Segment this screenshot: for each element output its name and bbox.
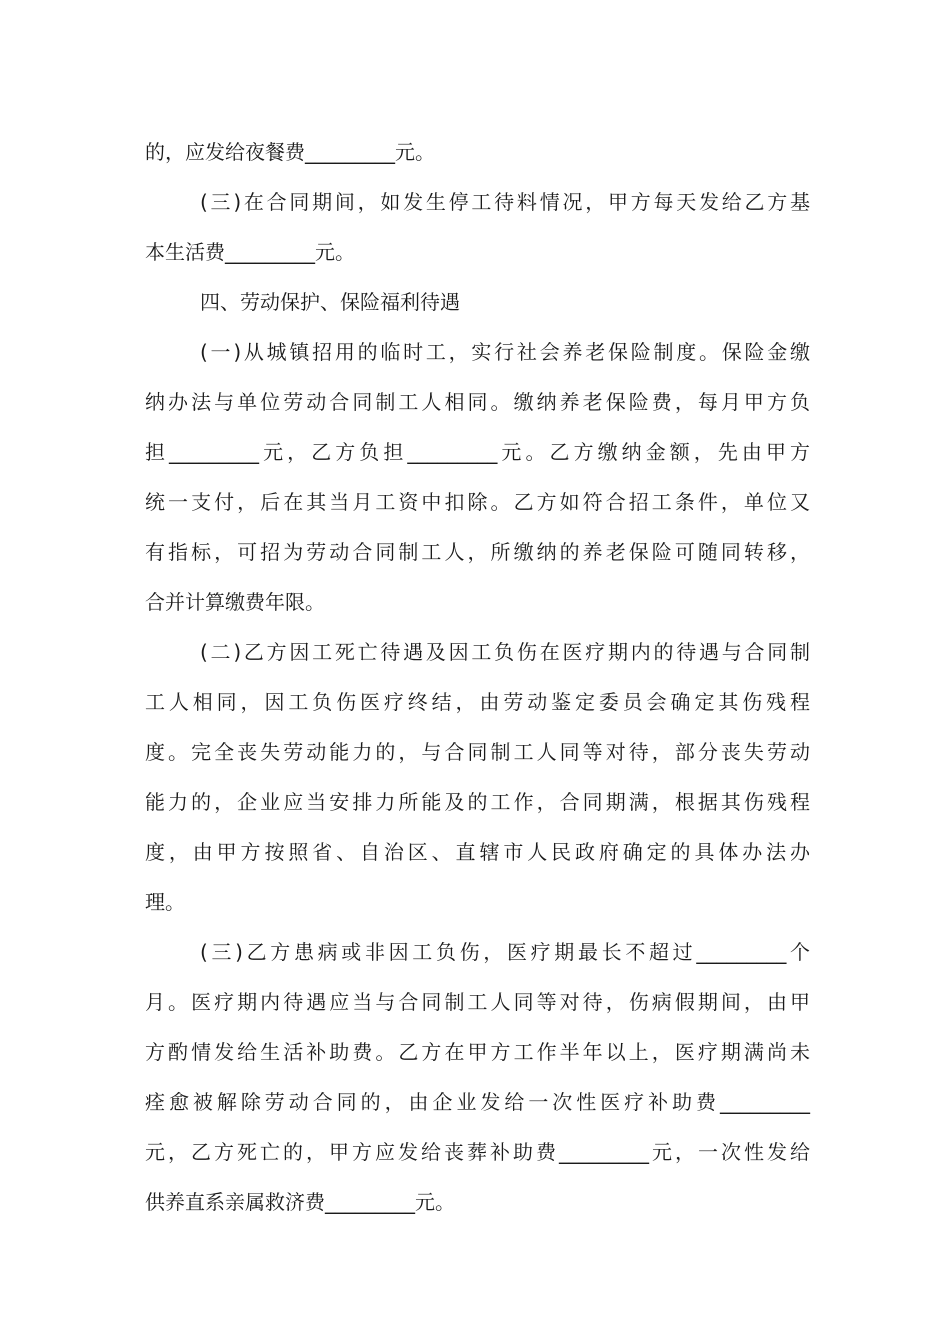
paragraph-line: 统一支付，后在其当月工资中扣除。乙方如符合招工条件，单位又 bbox=[145, 490, 810, 514]
paragraph-line: 纳办法与单位劳动合同制工人相同。缴纳养老保险费，每月甲方负 bbox=[145, 390, 810, 414]
paragraph-line: 月。医疗期内待遇应当与合同制工人同等对待，伤病假期间，由甲 bbox=[145, 990, 810, 1014]
section-heading: 四、劳动保护、保险福利待遇 bbox=[200, 290, 460, 314]
paragraph-line: 理。 bbox=[145, 890, 185, 914]
paragraph-line: (三)乙方患病或非因工负伤，医疗期最长不超过_________个 bbox=[200, 940, 810, 964]
paragraph-line: 有指标，可招为劳动合同制工人，所缴纳的养老保险可随同转移， bbox=[145, 540, 810, 564]
paragraph-line: 担_________元，乙方负担_________元。乙方缴纳金额，先由甲方 bbox=[145, 440, 810, 464]
paragraph-line: 能力的，企业应当安排力所能及的工作，合同期满，根据其伤残程 bbox=[145, 790, 810, 814]
paragraph-line: 度，由甲方按照省、自治区、直辖市人民政府确定的具体办法办 bbox=[145, 840, 810, 864]
paragraph-line: 工人相同，因工负伤医疗终结，由劳动鉴定委员会确定其伤残程 bbox=[145, 690, 810, 714]
paragraph-line: 合并计算缴费年限。 bbox=[145, 590, 325, 614]
paragraph-line: (三)在合同期间，如发生停工待料情况，甲方每天发给乙方基 bbox=[200, 190, 810, 214]
paragraph-line: 本生活费_________元。 bbox=[145, 240, 355, 264]
paragraph-line: 元，乙方死亡的，甲方应发给丧葬补助费_________元，一次性发给 bbox=[145, 1140, 810, 1164]
paragraph-line: (一)从城镇招用的临时工，实行社会养老保险制度。保险金缴 bbox=[200, 340, 810, 364]
paragraph-line: 供养直系亲属救济费_________元。 bbox=[145, 1190, 455, 1214]
paragraph-line: 方酌情发给生活补助费。乙方在甲方工作半年以上，医疗期满尚未 bbox=[145, 1040, 810, 1064]
paragraph-line: 的，应发给夜餐费_________元。 bbox=[145, 140, 435, 164]
paragraph-line: (二)乙方因工死亡待遇及因工负伤在医疗期内的待遇与合同制 bbox=[200, 640, 810, 664]
paragraph-line: 度。完全丧失劳动能力的，与合同制工人同等对待，部分丧失劳动 bbox=[145, 740, 810, 764]
paragraph-line: 痊愈被解除劳动合同的，由企业发给一次性医疗补助费_________ bbox=[145, 1090, 810, 1114]
